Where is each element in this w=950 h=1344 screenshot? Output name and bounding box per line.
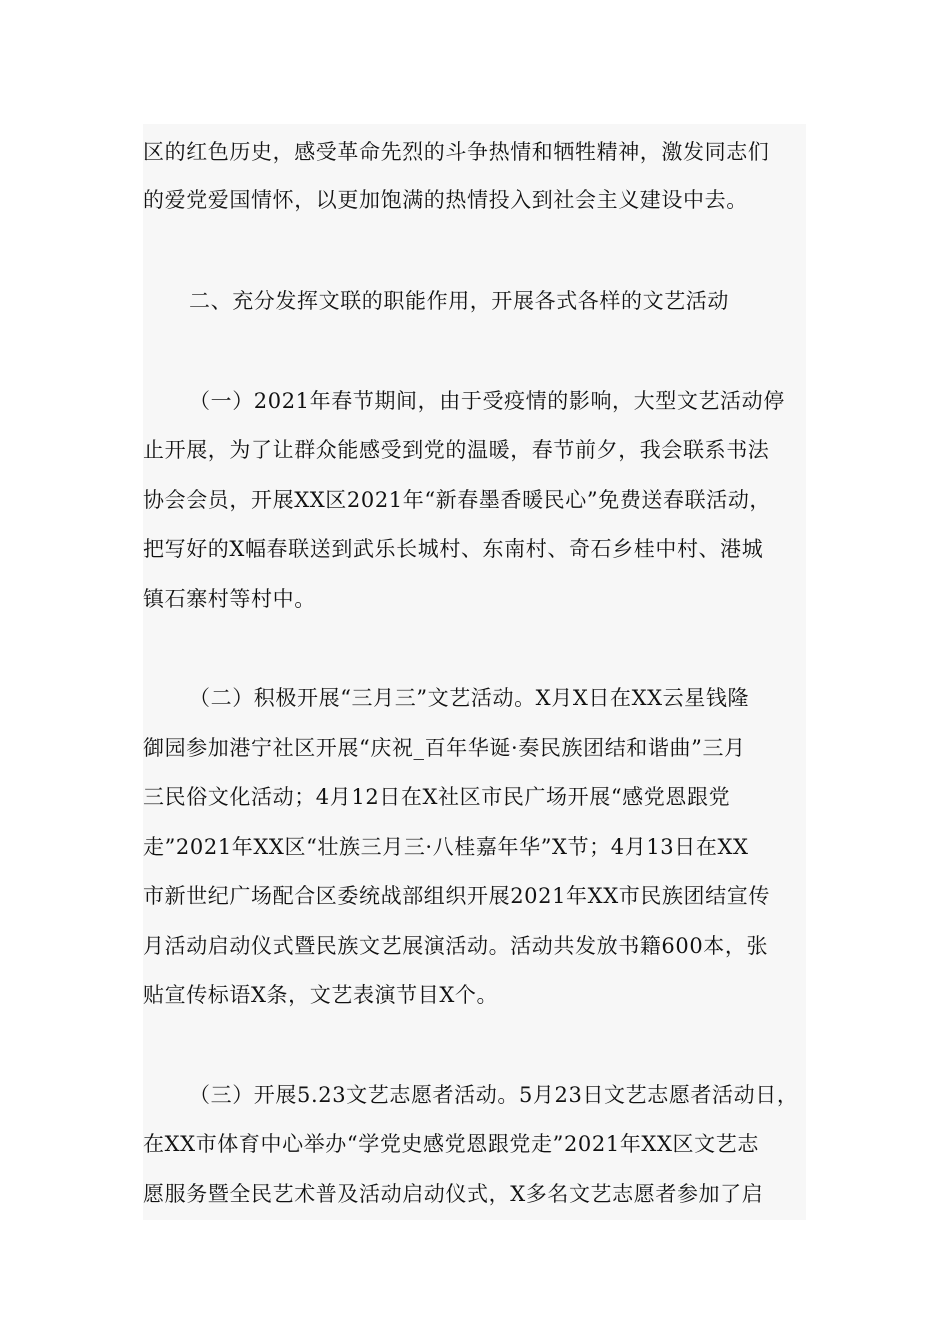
paragraph-item-1-line-4: 把写好的X幅春联送到武乐长城村、东南村、奇石乡桂中村、港城 — [143, 537, 764, 561]
paragraph-item-1-line-2: 止开展，为了让群众能感受到党的温暖，春节前夕，我会联系书法 — [143, 438, 770, 462]
paragraph-item-2-line-3: 三民俗文化活动；4月12日在X社区市民广场开展“感党恩跟党 — [143, 785, 731, 809]
paragraph-item-1-line-1: （一）2021年春节期间，由于受疫情的影响，大型文艺活动停 — [189, 389, 785, 413]
paragraph-item-1-line-5: 镇石寨村等村中。 — [143, 587, 316, 611]
paragraph-item-3-line-1: （三）开展5.23文艺志愿者活动。5月23日文艺志愿者活动日， — [189, 1083, 799, 1107]
paragraph-item-1-line-3: 协会会员，开展XX区2021年“新春墨香暖民心”免费送春联活动， — [143, 488, 772, 512]
document-page — [143, 124, 806, 1220]
paragraph-intro-continuation-line-2: 的爱党爱国情怀，以更加饱满的热情投入到社会主义建设中去。 — [143, 188, 748, 212]
section-heading: 二、充分发挥文联的职能作用，开展各式各样的文艺活动 — [189, 289, 729, 313]
paragraph-item-2-line-6: 月活动启动仪式暨民族文艺展演活动。活动共发放书籍600本，张 — [143, 934, 769, 958]
paragraph-item-2-line-1: （二）积极开展“三月三”文艺活动。X月X日在XX云星钱隆 — [189, 686, 750, 710]
paragraph-item-2-line-7: 贴宣传标语X条，文艺表演节目X个。 — [143, 983, 499, 1007]
paragraph-item-2-line-5: 市新世纪广场配合区委统战部组织开展2021年XX市民族团结宣传 — [143, 884, 770, 908]
paragraph-item-2-line-2: 御园参加港宁社区开展“庆祝_百年华诞·奏民族团结和谐曲”三月 — [143, 736, 746, 760]
paragraph-intro-continuation-line-1: 区的红色历史，感受革命先烈的斗争热情和牺牲精神，激发同志们 — [143, 140, 770, 164]
paragraph-item-3-line-2: 在XX市体育中心举办“学党史感党恩跟党走”2021年XX区文艺志 — [143, 1132, 759, 1156]
paragraph-item-3-line-3: 愿服务暨全民艺术普及活动启动仪式，X多名文艺志愿者参加了启 — [143, 1182, 764, 1206]
paragraph-item-2-line-4: 走”2021年XX区“壮族三月三·八桂嘉年华”X节；4月13日在XX — [143, 835, 749, 859]
